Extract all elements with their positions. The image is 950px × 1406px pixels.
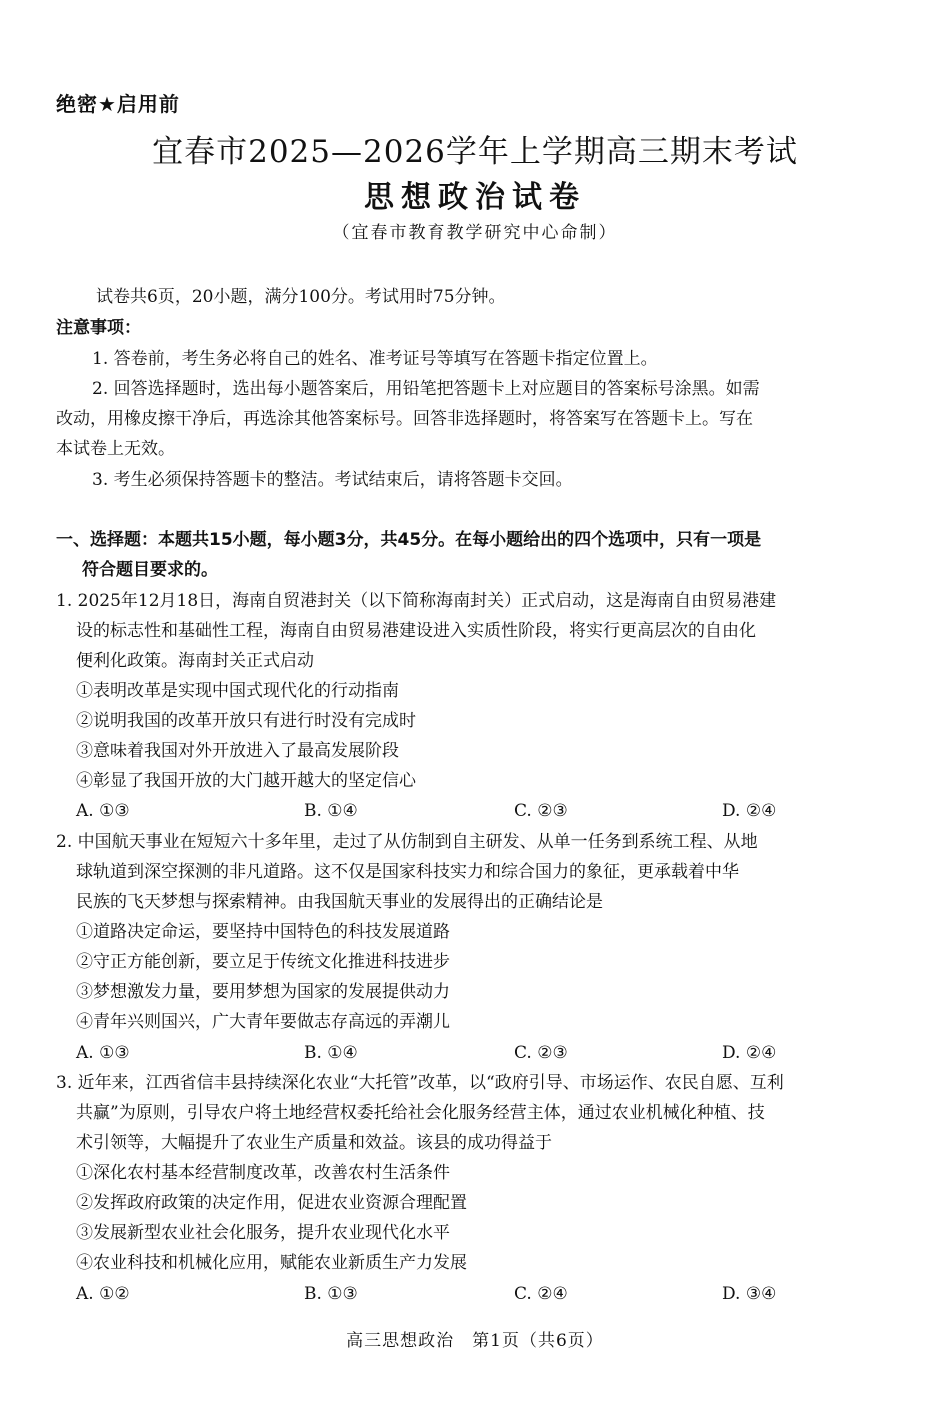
q1-item-4: ④彰显了我国开放的大门越开越大的坚定信心 [76,771,416,791]
confidential-label: 绝密★启用前 [56,92,180,116]
q2-option-b[interactable]: B. ①④ [304,1043,358,1063]
q1-option-c[interactable]: C. ②③ [514,801,568,821]
q2-option-c[interactable]: C. ②③ [514,1043,568,1063]
q2-option-d[interactable]: D. ②④ [722,1043,777,1063]
q3-item-1: ①深化农村基本经营制度改革，改善农村生活条件 [76,1163,450,1183]
q2-stem-line-1: 2. 中国航天事业在短短六十多年里，走过了从仿制到自主研发、从单一任务到系统工程、从地 [56,832,758,852]
q3-option-a[interactable]: A. ①② [76,1284,130,1304]
q2-option-a[interactable]: A. ①③ [76,1043,130,1063]
q2-stem-line-2: 球轨道到深空探测的非凡道路。这不仅是国家科技实力和综合国力的象征，更承载着中华 [76,862,739,882]
note-1: 1. 答卷前，考生务必将自己的姓名、准考证号等填写在答题卡指定位置上。 [92,349,658,369]
q1-item-1: ①表明改革是实现中国式现代化的行动指南 [76,681,399,701]
page-footer: 高三思想政治 第1页（共6页） [346,1331,604,1351]
q1-option-a[interactable]: A. ①③ [76,801,130,821]
q3-option-b[interactable]: B. ①③ [304,1284,358,1304]
notes-title: 注意事项： [56,318,141,338]
exam-title: 宜春市2025—2026学年上学期高三期末考试 [152,134,798,170]
q2-item-2: ②守正方能创新，要立足于传统文化推进科技进步 [76,952,450,972]
q2-item-3: ③梦想激发力量，要用梦想为国家的发展提供动力 [76,982,450,1002]
section-heading-line-1: 一、选择题：本题共15小题，每小题3分，共45分。在每小题给出的四个选项中，只有一项是 [56,530,762,550]
q3-item-3: ③发展新型农业社会化服务，提升农业现代化水平 [76,1223,450,1243]
q1-stem-line-1: 1. 2025年12月18日，海南自贸港封关（以下简称海南封关）正式启动，这是海南自由贸易港建 [56,591,777,611]
q2-item-1: ①道路决定命运，要坚持中国特色的科技发展道路 [76,922,450,942]
section-heading-line-2: 符合题目要求的。 [82,560,218,580]
exam-subtitle: 思想政治试卷 [364,180,586,215]
q3-stem-line-3: 术引领等，大幅提升了农业生产质量和效益。该县的成功得益于 [76,1133,552,1153]
q1-option-b[interactable]: B. ①④ [304,801,358,821]
exam-summary: 试卷共6页，20小题，满分100分。考试用时75分钟。 [96,287,506,307]
q1-item-3: ③意味着我国对外开放进入了最高发展阶段 [76,741,399,761]
note-2-line-3: 本试卷上无效。 [56,439,175,459]
q3-item-2: ②发挥政府政策的决定作用，促进农业资源合理配置 [76,1193,467,1213]
q3-stem-line-1: 3. 近年来，江西省信丰县持续深化农业“大托管”改革，以“政府引导、市场运作、农民自愿、互利 [56,1073,784,1093]
q1-item-2: ②说明我国的改革开放只有进行时没有完成时 [76,711,416,731]
q3-option-d[interactable]: D. ③④ [722,1284,777,1304]
q2-stem-line-3: 民族的飞天梦想与探索精神。由我国航天事业的发展得出的正确结论是 [76,892,603,912]
q3-option-c[interactable]: C. ②④ [514,1284,568,1304]
note-2-line-1: 2. 回答选择题时，选出每小题答案后，用铅笔把答题卡上对应题目的答案标号涂黑。如需 [92,379,760,399]
q1-stem-line-3: 便利化政策。海南封关正式启动 [76,651,314,671]
q2-item-4: ④青年兴则国兴，广大青年要做志存高远的弄潮儿 [76,1012,450,1032]
publisher-line: （宜春市教育教学研究中心命制） [332,223,618,243]
q3-item-4: ④农业科技和机械化应用，赋能农业新质生产力发展 [76,1253,467,1273]
note-2-line-2: 改动，用橡皮擦干净后，再选涂其他答案标号。回答非选择题时，将答案写在答题卡上。写在 [56,409,753,429]
q3-stem-line-2: 共赢”为原则，引导农户将土地经营权委托给社会化服务经营主体，通过农业机械化种植、技 [76,1103,765,1123]
q1-option-d[interactable]: D. ②④ [722,801,777,821]
note-3: 3. 考生必须保持答题卡的整洁。考试结束后，请将答题卡交回。 [92,470,573,490]
q1-stem-line-2: 设的标志性和基础性工程，海南自由贸易港建设进入实质性阶段，将实行更高层次的自由化 [76,621,756,641]
